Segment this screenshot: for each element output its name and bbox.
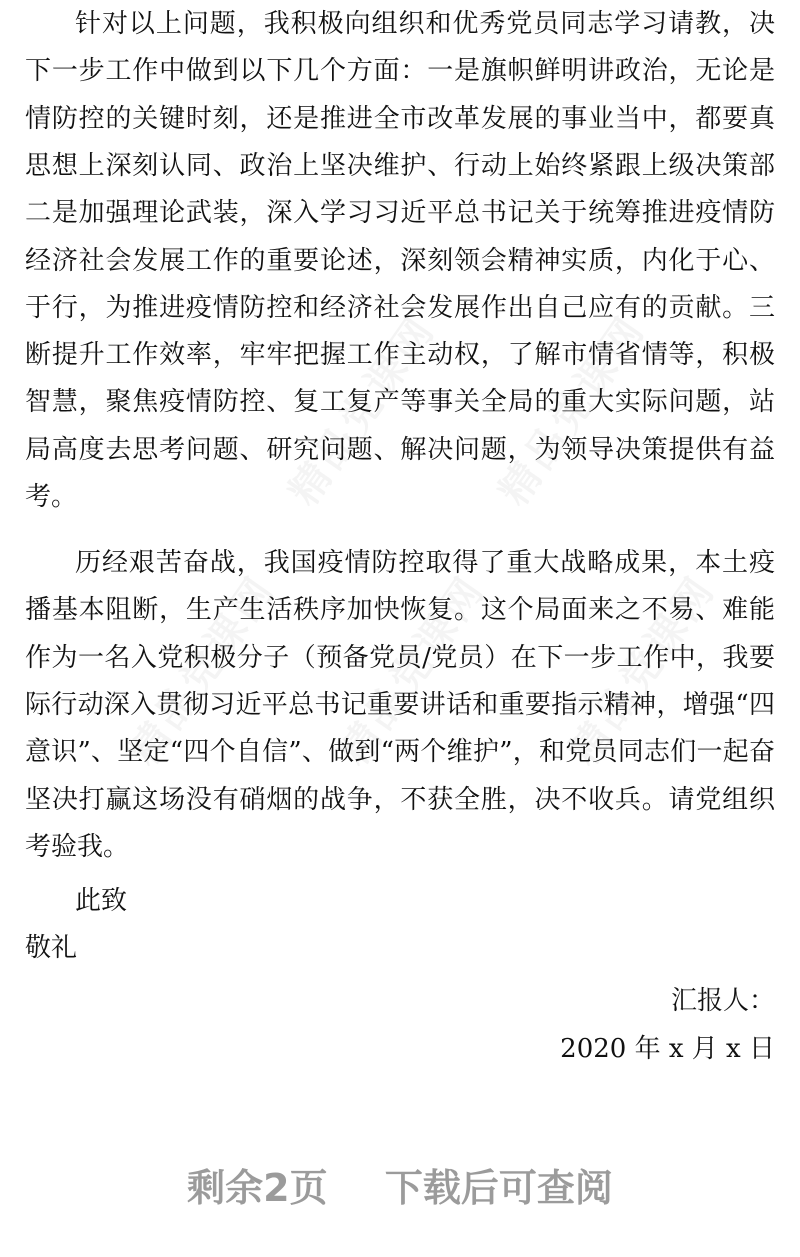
text-line: 考。 (25, 482, 78, 512)
text-line: 思想上深刻认同、政治上坚决维护、行动上始终紧跟上级决策部 (25, 150, 775, 181)
text-line: 际行动深入贯彻习近平总书记重要讲话和重要指示精神，增强“四 (25, 689, 775, 720)
text-line: 二是加强理论武装，深入学习习近平总书记关于统筹推进疫情防 (25, 198, 775, 229)
text-line: 意识”、坚定“四个自信”、做到“两个维护”，和党员同志们一起奋 (25, 737, 775, 768)
text-line: 经济社会发展工作的重要论述，深刻领会精神实质，内化于心、 (25, 245, 775, 276)
download-banner[interactable] (0, 1157, 800, 1212)
text-line: 播基本阻断，生产生活秩序加快恢复。这个局面来之不易、难能 (25, 595, 775, 626)
text-line: 历经艰苦奋战，我国疫情防控取得了重大战略成果，本土疫 (75, 548, 775, 578)
text-line: 作为一名入党积极分子（预备党员/党员）在下一步工作中，我要 (25, 642, 775, 673)
salutation-text: 敬礼 (25, 933, 78, 963)
download-to-view-text[interactable]: 下载后可查阅 (384, 1166, 613, 1210)
text-line: 情防控的关键时刻，还是推进全市改革发展的事业当中，都要真 (25, 103, 775, 134)
text-line: 智慧，聚焦疫情防控、复工复产等事关全局的重大实际问题，站 (25, 387, 775, 418)
text-line: 考验我。 (25, 831, 130, 862)
report-date: 2020 年 x 月 x 日 (560, 1034, 775, 1064)
text-line: 断提升工作效率，牢牢把握工作主动权，了解市情省情等，积极 (25, 340, 775, 371)
closing-text: 此致 (75, 886, 128, 916)
signature-label: 汇报人： (670, 986, 775, 1016)
text-line: 局高度去思考问题、研究问题、解决问题，为领导决策提供有益 (25, 434, 775, 465)
remaining-pages-text: 剩余2页 (187, 1166, 328, 1210)
text-line: 下一步工作中做到以下几个方面：一是旗帜鲜明讲政治，无论是 (25, 56, 775, 87)
text-line: 针对以上问题，我积极向组织和优秀党员同志学习请教，决 (75, 9, 775, 39)
text-line: 坚决打赢这场没有硝烟的战争，不获全胜，决不收兵。请党组织 (25, 784, 775, 815)
text-line: 于行，为推进疫情防控和经济社会发展作出自己应有的贡献。三 (25, 292, 775, 323)
